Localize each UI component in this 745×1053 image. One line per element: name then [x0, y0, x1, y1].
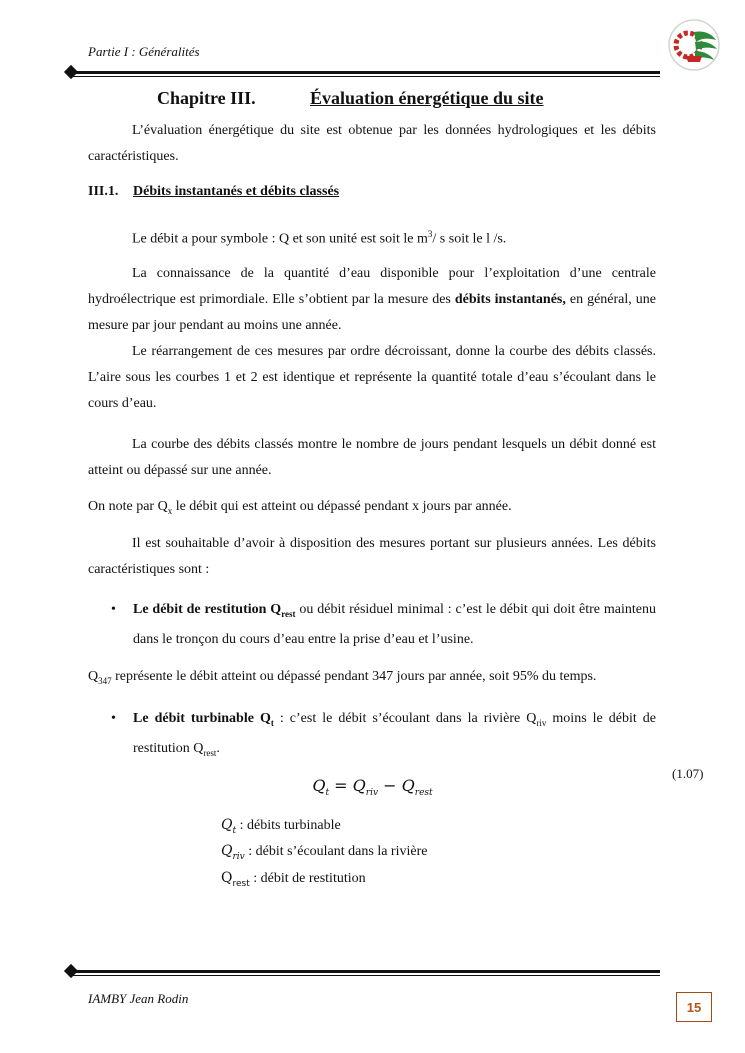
p2-text: Le réarrangement de ces mesures par ordre décroissant, donne la courbe des débits classés. L’aire sous les courbes 1 et 2 est identique et représente la quantité totale d’eau s’écoulant dans le cours d’eau.: [88, 344, 656, 411]
symbol-text-after: / s soit le l /s.: [432, 231, 507, 247]
formula-equation: [0, 776, 745, 798]
definition-symbol: Q: [221, 843, 233, 859]
p4-text-before: On note par Q: [88, 499, 168, 514]
formula-q: Q: [312, 776, 326, 795]
bullet-2-text: [133, 706, 656, 766]
footer-author: IAMBY Jean Rodin: [88, 991, 189, 1006]
definition-item: [221, 870, 366, 889]
bullet-1-bold-sub: rest: [281, 608, 296, 619]
definition-subscript: rest: [232, 878, 250, 889]
definition-text: : débit de restitution: [249, 871, 366, 886]
symbol-paragraph: [88, 221, 656, 253]
definition-symbol: Q: [221, 817, 233, 833]
bullet-2-sub-1: riv: [536, 717, 547, 728]
p1-text-after: en général, une mesure par jour pendant au moins une année.: [88, 292, 656, 333]
bullet-2-bold: Le débit turbinable Q: [133, 711, 271, 726]
bullet-1-bold: Le débit de restitution Q: [133, 602, 282, 617]
q347-text-after: représente le débit atteint ou dépassé pendant 347 jours par année, soit 95% du temps.: [111, 669, 597, 684]
bullet-2-text-2: moins le débit de restitution Q: [133, 711, 657, 756]
bullet-2-text-3: .: [216, 740, 220, 756]
paragraph-1: [88, 261, 656, 339]
formula-number: (1.07): [672, 766, 704, 781]
section-title: Débits instantanés et débits classés: [133, 184, 340, 199]
paragraph-3: [88, 432, 656, 484]
definition-subscript: t: [232, 825, 237, 836]
bullet-1-dot: •: [111, 602, 116, 617]
paragraph-2: [88, 339, 656, 417]
formula-sub-t: t: [325, 788, 330, 799]
formula-sub-riv: riv: [365, 788, 379, 799]
section-number: III.1.: [88, 184, 119, 199]
formula-sub-rest: rest: [414, 788, 433, 799]
definition-item: [221, 817, 341, 836]
definition-subscript: riv: [232, 851, 245, 862]
p1-text-before: La connaissance de la quantité d’eau disponible pour l’exploitation d’une centrale hydroélectrique est primordiale. Elle s’obtient par la mesure des: [88, 266, 656, 307]
running-header: Partie I : Généralités: [88, 44, 200, 59]
chapter-title: Évaluation énergétique du site: [310, 88, 544, 108]
p1-bold-term: débits instantanés,: [454, 292, 566, 307]
bullet-1-body: ou débit résiduel minimal : c’est le débit qui doit être maintenu dans le tronçon du cours d’eau entre la prise d’eau et l’usine.: [133, 602, 656, 647]
intro-text: L’évaluation énergétique du site est obtenue par les données hydrologiques et les débits caractéristiques.: [88, 123, 656, 164]
bullet-2-sub-2: rest: [203, 747, 217, 758]
symbol-text-before: Le débit a pour symbole : Q et son unité est soit le m: [132, 231, 428, 247]
definition-item: [221, 843, 427, 862]
formula-eq-q: = Q: [329, 776, 366, 795]
bullet-1-text: [133, 597, 656, 653]
definition-text: : débit s’écoulant dans la rivière: [244, 844, 428, 859]
symbol-superscript: 3: [427, 229, 433, 239]
intro-paragraph: [88, 118, 656, 170]
formula-minus-q: − Q: [378, 776, 415, 795]
q347-text-before: Q: [88, 669, 99, 684]
paragraph-5: [88, 531, 656, 583]
definition-text: : débits turbinable: [236, 818, 341, 833]
q347-subscript: 347: [98, 675, 112, 686]
chapter-number: Chapitre III.: [157, 88, 256, 108]
p3-text: La courbe des débits classés montre le nombre de jours pendant lesquels un débit donné est atteint ou dépassé sur une année.: [88, 437, 656, 478]
page-number: 15: [676, 992, 712, 1022]
paragraph-4: [88, 494, 656, 524]
p4-subscript: x: [167, 505, 173, 516]
definition-symbol: Q: [221, 870, 233, 886]
q347-paragraph: [88, 664, 656, 694]
bullet-2-bold-sub: t: [270, 717, 274, 728]
bullet-2-dot: •: [111, 711, 116, 726]
bullet-2-text-1: : c’est le débit s’écoulant dans la rivière Q: [273, 711, 537, 726]
p5-text: Il est souhaitable d’avoir à disposition des mesures portant sur plusieurs années. Les débits caractéristiques sont :: [88, 536, 656, 577]
p4-text-after: le débit qui est atteint ou dépassé pendant x jours par année.: [172, 499, 512, 514]
university-logo-icon: [664, 18, 724, 72]
